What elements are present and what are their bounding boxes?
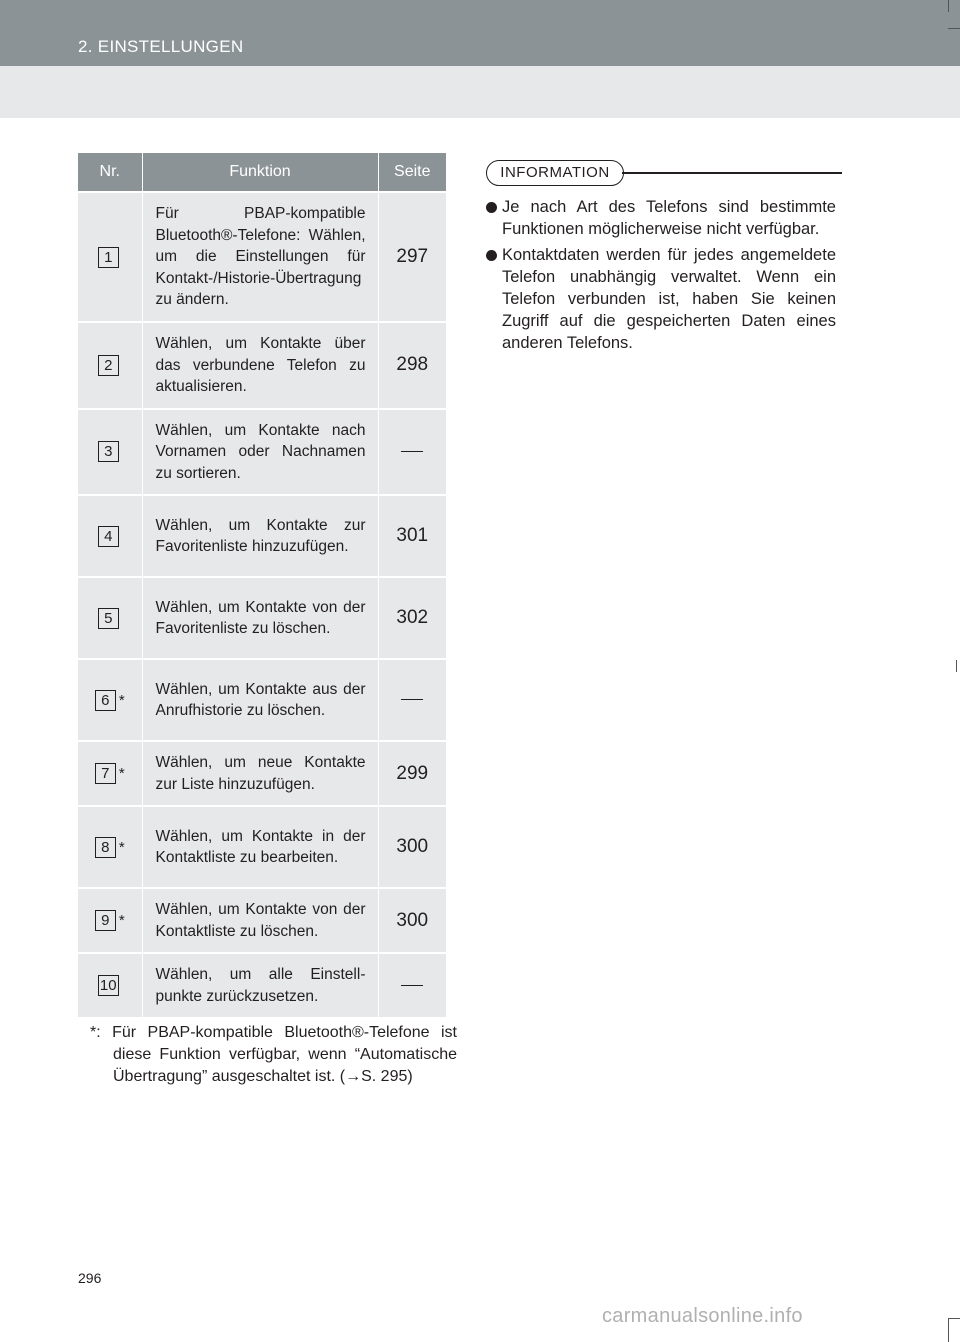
page-cell <box>378 192 446 322</box>
watermark: carmanualsonline.info <box>602 1305 803 1327</box>
row-number-cell <box>78 322 142 409</box>
crop-mark <box>956 660 957 672</box>
table-row <box>78 409 446 496</box>
row-number-cell <box>78 577 142 659</box>
page-cell <box>378 322 446 409</box>
page-cell <box>378 806 446 888</box>
function-cell: Wählen, um Kontakte über das verbundene Telefon zu aktualisieren. <box>142 322 378 409</box>
page-reference: 297 <box>396 246 429 267</box>
header-band <box>0 66 960 118</box>
row-number-cell <box>78 888 142 953</box>
page-reference: 300 <box>396 909 429 931</box>
crop-mark <box>948 0 949 12</box>
column-header-nr: Nr. <box>78 153 142 192</box>
information-list <box>486 196 836 358</box>
crop-mark <box>948 1318 960 1319</box>
function-cell: Wählen, um Kontakte von der Kontaktliste zu löschen. <box>142 888 378 953</box>
function-cell: Wählen, um Kontakte zur Favoritenliste hinzuzufügen. <box>142 495 378 577</box>
number-box: 8 <box>95 837 116 858</box>
asterisk-mark: * <box>118 691 125 709</box>
table-row <box>78 888 446 953</box>
number-box: 4 <box>98 526 119 547</box>
function-cell: Wählen, um Kontakte in der Kontaktliste zu bearbeiten. <box>142 806 378 888</box>
page-reference: 299 <box>396 762 429 784</box>
page-reference: 302 <box>396 607 429 628</box>
table-row <box>78 659 446 741</box>
page-cell <box>378 741 446 806</box>
number-box: 6 <box>95 690 116 711</box>
column-header-funktion: Funktion <box>142 153 378 192</box>
row-number-cell <box>78 495 142 577</box>
section-title: 2. EINSTELLUNGEN <box>78 37 244 56</box>
table-row <box>78 322 446 409</box>
information-heading: INFORMATION <box>486 160 624 186</box>
information-item <box>486 244 836 354</box>
information-item <box>486 196 836 240</box>
number-box: 5 <box>98 608 119 629</box>
information-text: Je nach Art des Telefons sind bestimmte Funktionen möglicherweise nicht verfügbar. <box>502 198 836 238</box>
number-box: 7 <box>95 763 116 784</box>
asterisk-mark: * <box>118 912 125 929</box>
row-number-cell <box>78 409 142 496</box>
table-header-row <box>78 153 446 192</box>
row-number-cell <box>78 806 142 888</box>
function-cell: Wählen, um alle Einstellpunkte zurückzusetzen. <box>142 953 378 1017</box>
function-table <box>78 153 446 1017</box>
table-row <box>78 577 446 659</box>
number-box: 9 <box>95 910 116 931</box>
row-number-cell <box>78 953 142 1017</box>
page-cell <box>378 409 446 496</box>
table-row <box>78 495 446 577</box>
no-page-dash <box>401 451 423 452</box>
page-cell <box>378 888 446 953</box>
page-cell <box>378 495 446 577</box>
function-cell: Für PBAP-kompatible Bluetooth®-Telefone: Wählen, um die Einstellungen für Kontakt-/Historie-Übertragung zu ändern. <box>142 192 378 322</box>
bullet-icon <box>486 250 497 261</box>
page-cell <box>378 577 446 659</box>
crop-mark <box>948 28 960 29</box>
crop-mark <box>948 1318 949 1342</box>
function-cell: Wählen, um Kontakte nach Vornamen oder Nachnamen zu sortieren. <box>142 409 378 496</box>
page-cell <box>378 659 446 741</box>
row-number-cell <box>78 192 142 322</box>
column-header-seite: Seite <box>378 153 446 192</box>
number-box: 1 <box>98 247 119 268</box>
table-row <box>78 806 446 888</box>
function-cell: Wählen, um neue Kontakte zur Liste hinzuzufügen. <box>142 741 378 806</box>
no-page-dash <box>401 985 423 986</box>
row-number-cell <box>78 659 142 741</box>
number-box: 2 <box>98 355 119 376</box>
function-cell: Wählen, um Kontakte von der Favoritenliste zu löschen. <box>142 577 378 659</box>
table-row <box>78 192 446 322</box>
page-number: 296 <box>78 1270 102 1286</box>
asterisk-mark: * <box>118 838 125 856</box>
information-text: Kontaktdaten werden für jedes angemeldete Telefon unabhängig verwaltet. Wenn ein Telefon verbunden ist, haben Sie keinen Zugriff auf die gespeicherten Daten eines anderen Telefons. <box>502 246 836 352</box>
page-reference: 301 <box>396 525 429 546</box>
number-box: 3 <box>98 441 119 462</box>
page-reference: 298 <box>396 354 429 376</box>
page-reference: 300 <box>396 836 429 857</box>
row-number-cell <box>78 741 142 806</box>
number-box: 10 <box>98 975 119 996</box>
information-rule <box>622 172 842 174</box>
page-cell <box>378 953 446 1017</box>
table-row <box>78 953 446 1017</box>
footnote: *: Für PBAP-kompatible Bluetooth®-Telefone ist diese Funktion verfügbar, wenn “Automatische Übertragung” ausgeschaltet ist. (→S. 295) <box>90 1024 457 1085</box>
bullet-icon <box>486 202 497 213</box>
function-cell: Wählen, um Kontakte aus der Anrufhistorie zu löschen. <box>142 659 378 741</box>
asterisk-mark: * <box>118 765 125 782</box>
table-row <box>78 741 446 806</box>
no-page-dash <box>401 699 423 700</box>
header-bar <box>0 0 960 66</box>
